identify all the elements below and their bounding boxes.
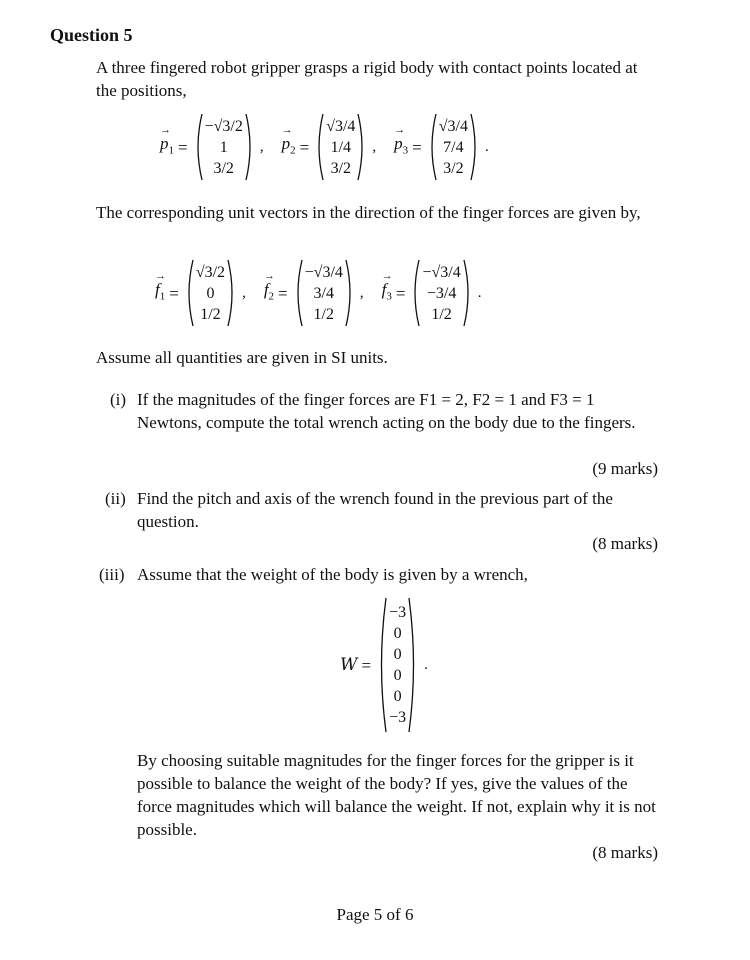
right-paren	[227, 259, 236, 327]
f1-x: √3/2	[195, 263, 226, 281]
f1-label: → $f_1$	[155, 278, 165, 308]
wrench-entry: −3	[389, 709, 407, 726]
p2-sep: ,	[372, 138, 377, 155]
p1-y: 1	[219, 138, 228, 156]
f2-vector	[294, 259, 354, 327]
wrench-entry: 0	[393, 688, 402, 705]
part-iii-marks: (8 marks)	[592, 843, 658, 862]
p3-y: 7/4	[443, 138, 464, 156]
wrench-entry: 0	[393, 667, 402, 684]
left-paren	[185, 259, 194, 327]
wrench-vector	[377, 597, 418, 733]
part-iii-text: Assume that the weight of the body is given by a wrench,	[137, 565, 528, 584]
part-ii-label: (ii)	[105, 489, 126, 508]
left-paren	[294, 259, 303, 327]
p3-sep: .	[485, 138, 489, 155]
f1-z: 1/2	[200, 305, 221, 323]
p2-vector	[315, 113, 366, 181]
f2-z: 1/2	[313, 305, 334, 323]
f2-sep: ,	[359, 284, 364, 301]
si-units-note: Assume all quantities are given in SI units.	[96, 348, 388, 367]
f1-sep: ,	[242, 284, 246, 301]
wrench-entry: 0	[393, 646, 402, 663]
intro-text: A three fingered robot gripper grasps a rigid body with contact points located at the positions,	[96, 58, 638, 100]
f2-label: → $f_2$	[264, 278, 274, 308]
right-paren	[245, 113, 254, 181]
p3-label: → $p_3$	[394, 132, 408, 162]
part-i-label: (i)	[110, 390, 127, 409]
wrench-entry: −3	[389, 604, 407, 621]
p1-vector	[194, 113, 254, 181]
part-ii-marks: (8 marks)	[592, 534, 658, 553]
forces-row: → $f_1$ = √3/2 0 1/2 , → $f_2$ = −√3/4 3/4 1/2 , → $f_3$ = −√3/4 −3/4 1/2 .	[155, 259, 499, 327]
p1-label: → $p_1$	[160, 132, 174, 162]
left-paren	[411, 259, 420, 327]
wrench-label: W	[340, 654, 358, 675]
part-iii-label: (iii)	[99, 565, 125, 584]
f3-sep: .	[477, 284, 482, 301]
left-paren	[377, 597, 387, 733]
positions-row: → $p_1$ = −√3/2 1 3/2 , → $p_2$ = √3/4 1/4 3/2 , → $p_3$ = √3/4 7/4 3/2 .	[160, 113, 507, 181]
question-title: Question 5	[50, 25, 133, 45]
p3-x: √3/4	[438, 117, 468, 135]
part-i-text: If the magnitudes of the finger forces are F1 = 2, F2 = 1 and F3 = 1 Newtons, compute the total wrench acting on the body due to the fingers.	[137, 390, 636, 432]
part-iii-question: By choosing suitable magnitudes for the finger forces for the gripper is it possible to balance the weight of the body? If yes, give the values of the force magnitudes which will balance the weight. If not, explain why it is not possible.	[137, 751, 656, 839]
right-paren	[470, 113, 479, 181]
wrench-sep: .	[424, 656, 428, 673]
left-paren	[194, 113, 203, 181]
right-paren	[408, 597, 418, 733]
f3-z: 1/2	[431, 305, 452, 323]
f3-label: → $f_3$	[382, 278, 392, 308]
right-paren	[463, 259, 472, 327]
wrench-entry: 0	[393, 625, 402, 642]
f3-x: −√3/4	[422, 263, 461, 281]
part-i-marks: (9 marks)	[592, 459, 658, 478]
p2-x: √3/4	[326, 117, 356, 135]
p1-sep: ,	[259, 138, 264, 155]
left-paren	[315, 113, 324, 181]
left-paren	[428, 113, 437, 181]
p1-x: −√3/2	[204, 117, 243, 135]
f3-vector	[411, 259, 471, 327]
p1-z: 3/2	[213, 159, 234, 177]
f2-y: 3/4	[313, 284, 334, 302]
right-paren	[357, 113, 366, 181]
p2-z: 3/2	[330, 159, 352, 177]
f1-y: 0	[206, 284, 215, 302]
f2-x: −√3/4	[304, 263, 343, 281]
wrench-row: W = −3 0 0 0 0 −3 .	[340, 597, 446, 733]
p2-label: → $p_2$	[282, 132, 296, 162]
f1-vector	[185, 259, 236, 327]
part-ii-text: Find the pitch and axis of the wrench found in the previous part of the question.	[137, 489, 613, 531]
f3-y: −3/4	[426, 284, 457, 302]
p2-y: 1/4	[330, 138, 352, 156]
page-number: Page 5 of 6	[336, 905, 414, 924]
forces-intro-text: The corresponding unit vectors in the direction of the finger forces are given by,	[96, 203, 641, 222]
right-paren	[345, 259, 354, 327]
p3-vector	[428, 113, 479, 181]
p3-z: 3/2	[443, 159, 464, 177]
